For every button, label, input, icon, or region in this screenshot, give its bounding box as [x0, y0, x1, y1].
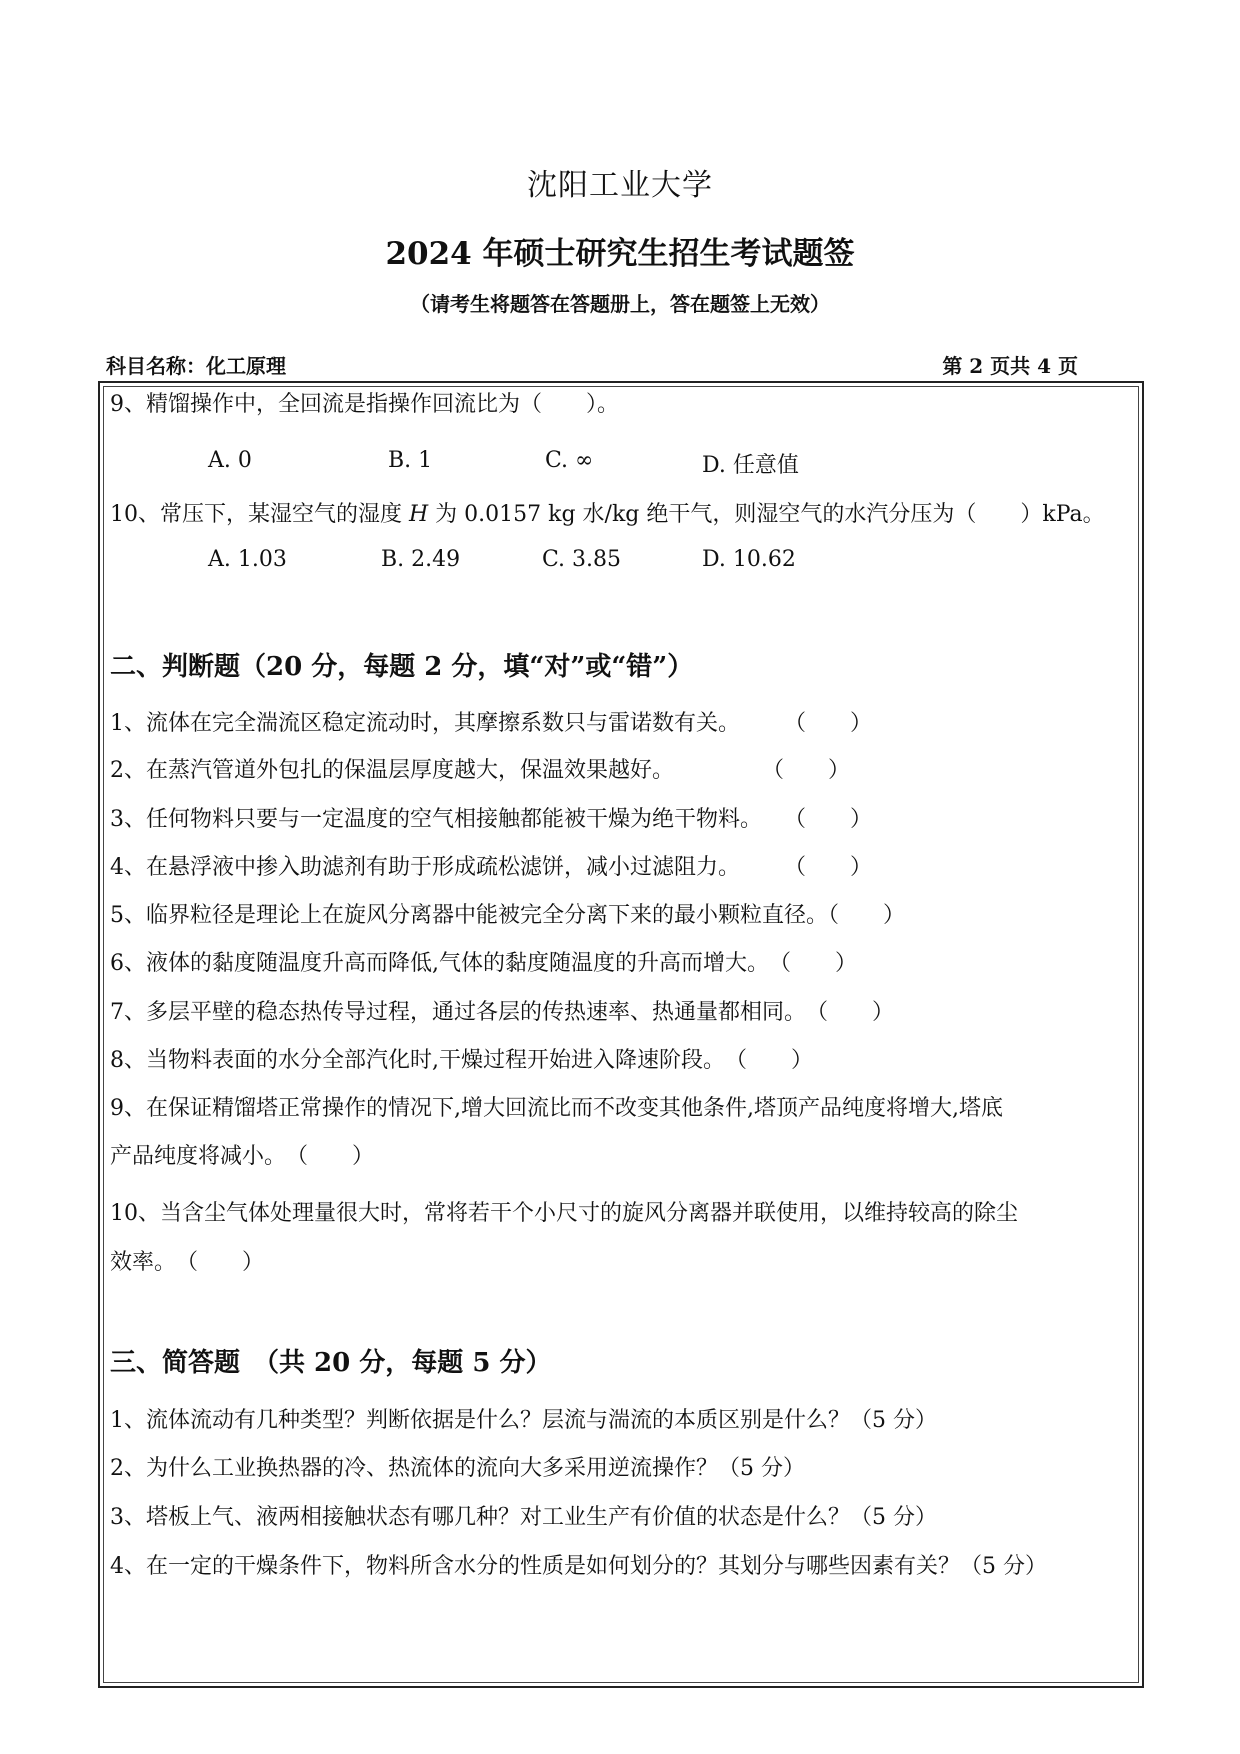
short-item-2: 2、为什么工业换热器的冷、热流体的流向大多采用逆流操作？（5 分）	[110, 1456, 805, 1481]
school-name: 沈阳工业大学	[527, 168, 713, 203]
answer-frame-inner	[103, 386, 1139, 1683]
short-item-1: 1、流体流动有几种类型？判断依据是什么？层流与湍流的本质区别是什么？（5 分）	[110, 1408, 937, 1433]
choice-question-10	[110, 497, 1105, 528]
judge-item-9-line-2: 产品纯度将减小。 （ ）	[110, 1144, 375, 1169]
judge-item-10-line-1: 10、当含尘气体处理量很大时，常将若干个小尺寸的旋风分离器并联使用，以维持较高的除尘	[110, 1201, 1018, 1226]
short-item-3: 3、塔板上气、液两相接触状态有哪几种？对工业生产有价值的状态是什么？（5 分）	[110, 1505, 937, 1530]
judge-item-2: 2、在蒸汽管道外包扎的保温层厚度越大，保温效果越好。 （ ）	[110, 758, 850, 783]
q10-option-c: C. 3.85	[542, 547, 622, 572]
choice-question-9: 9、精馏操作中，全回流是指操作回流比为（ ）。	[110, 392, 619, 417]
page-info: 第 2 页共 4 页	[942, 354, 1078, 378]
judge-item-4: 4、在悬浮液中掺入助滤剂有助于形成疏松滤饼，减小过滤阻力。 （ ）	[110, 855, 872, 880]
q10-option-b: B. 2.49	[381, 547, 461, 572]
q10-text-b: 为 0.0157 kg 水/kg 绝干气，则湿空气的水汽分压为（ ）kPa。	[428, 502, 1105, 527]
judge-item-3: 3、任何物料只要与一定温度的空气相接触都能被干燥为绝干物料。 （ ）	[110, 807, 872, 832]
judge-item-10-line-2: 效率。 （ ）	[110, 1250, 265, 1275]
short-item-4: 4、在一定的干燥条件下，物料所含水分的性质是如何划分的？其划分与哪些因素有关？（5 分）	[110, 1554, 1047, 1579]
short-section-title: 三、简答题 （共 20 分，每题 5 分）	[110, 1348, 552, 1378]
judge-item-1: 1、流体在完全湍流区稳定流动时，其摩擦系数只与雷诺数有关。 （ ）	[110, 711, 872, 736]
q10-variable: H	[409, 502, 429, 527]
q10-text-a: 10、常压下，某湿空气的湿度	[110, 502, 409, 527]
judge-item-5: 5、临界粒径是理论上在旋风分离器中能被完全分离下来的最小颗粒直径。（ ）	[110, 903, 905, 928]
judge-item-9-line-1: 9、在保证精馏塔正常操作的情况下,增大回流比而不改变其他条件,塔顶产品纯度将增大,塔底	[110, 1096, 1003, 1121]
subject-name: 科目名称：化工原理	[106, 354, 286, 378]
q10-option-a: A. 1.03	[208, 547, 287, 572]
judge-section-title: 二、判断题（20 分，每题 2 分，填“对”或“错”）	[110, 652, 694, 682]
judge-item-7: 7、多层平壁的稳态热传导过程，通过各层的传热速率、热通量都相同。 （ ）	[110, 1000, 894, 1025]
judge-item-6: 6、液体的黏度随温度升高而降低,气体的黏度随温度的升高而增大。 （ ）	[110, 951, 857, 976]
q10-option-d: D. 10.62	[702, 547, 796, 572]
q9-option-d: D. 任意值	[702, 453, 799, 478]
q9-option-b: B. 1	[388, 448, 433, 473]
exam-title: 2024 年硕士研究生招生考试题签	[385, 236, 855, 272]
q9-option-a: A. 0	[208, 448, 252, 473]
q9-option-c: C. ∞	[545, 448, 594, 473]
judge-item-8: 8、当物料表面的水分全部汽化时,干燥过程开始进入降速阶段。 （ ）	[110, 1048, 813, 1073]
exam-note: （请考生将题答在答题册上，答在题签上无效）	[410, 292, 830, 316]
